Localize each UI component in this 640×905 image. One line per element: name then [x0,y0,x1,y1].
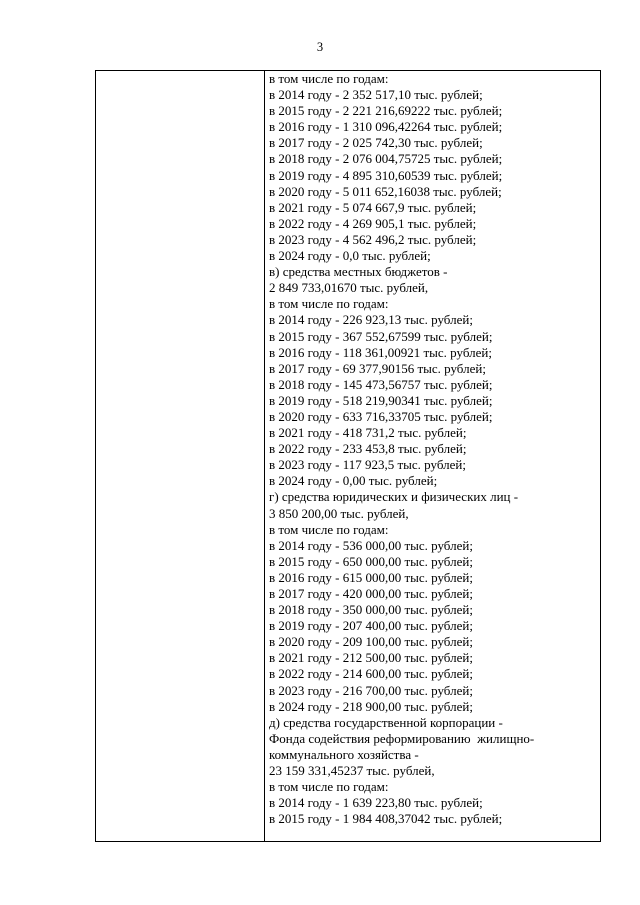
text-line: в 2022 году - 214 600,00 тыс. рублей; [269,666,473,682]
text-line: в 2018 году - 145 473,56757 тыс. рублей; [269,376,493,392]
text-line: в 2023 году - 4 562 496,2 тыс. рублей; [269,231,477,247]
text-line: в 2018 году - 2 076 004,75725 тыс. рублей; [269,151,503,167]
text-line: в 2015 году - 367 552,67599 тыс. рублей; [269,328,493,344]
text-line: в том числе по годам: [269,779,389,795]
table-left-cell [96,71,265,841]
text-line: в 2021 году - 212 500,00 тыс. рублей; [269,650,473,666]
table-right-cell [265,71,600,841]
section-heading-housing-fund: д) средства государственной корпорации - [269,714,503,730]
text-line: в 2016 году - 118 361,00921 тыс. рублей; [269,344,492,360]
text-line: в 2024 году - 0,00 тыс. рублей; [269,473,438,489]
text-line: в 2020 году - 633 716,33705 тыс. рублей; [269,408,493,424]
text-line: в 2022 году - 233 453,8 тыс. рублей; [269,441,467,457]
page-number: 3 [316,40,324,54]
funding-table [95,70,601,842]
text-line: 3 850 200,00 тыс. рублей, [269,505,409,521]
text-line: в 2017 году - 420 000,00 тыс. рублей; [269,586,473,601]
text-line: 23 159 331,45237 тыс. рублей, [269,763,435,779]
text-line: в 2014 году - 1 639 223,80 тыс. рублей; [269,795,483,811]
text-line: в 2024 году - 218 900,00 тыс. рублей; [269,698,473,714]
text-line: в 2019 году - 4 895 310,60539 тыс. рублей; [269,167,503,183]
text-line: в 2022 году - 4 269 905,1 тыс. рублей; [269,215,477,231]
section-heading-local-budgets: в) средства местных бюджетов - [269,264,448,280]
text-line: Фонда содействия реформированию жилищно- [269,730,535,746]
text-line: в 2021 году - 418 731,2 тыс. рублей; [269,425,467,441]
text-line: в 2019 году - 518 219,90341 тыс. рублей; [269,392,493,408]
text-line: в 2015 году - 1 984 408,37042 тыс. рублей; [269,811,503,827]
text-line: в 2016 году - 615 000,00 тыс. рублей; [269,569,473,585]
text-line: в 2016 году - 1 310 096,42264 тыс. рублей; [269,119,503,135]
text-line: в том числе по годам: [269,521,389,537]
text-line: коммунального хозяйства - [269,746,419,762]
text-line: в 2021 году - 5 074 667,9 тыс. рублей; [269,199,477,215]
text-line: в 2017 году - 2 025 742,30 тыс. рублей; [269,135,483,151]
text-line: в 2014 году - 536 000,00 тыс. рублей; [269,537,473,553]
text-line: в 2019 году - 207 400,00 тыс. рублей; [269,618,473,634]
text-line: в 2024 году - 0,0 тыс. рублей; [269,248,431,264]
text-line: в том числе по годам: [269,71,389,86]
text-line: в 2023 году - 117 923,5 тыс. рублей; [269,457,466,473]
text-line: в 2014 году - 2 352 517,10 тыс. рублей; [269,87,483,103]
text-line: в 2015 году - 650 000,00 тыс. рублей; [269,553,473,569]
text-line: в 2015 году - 2 221 216,69222 тыс. рублей; [269,103,503,119]
text-line: в 2017 году - 69 377,90156 тыс. рублей; [269,360,486,376]
text-line: в 2018 году - 350 000,00 тыс. рублей; [269,602,473,618]
text-line: в 2020 году - 5 011 652,16038 тыс. рублей; [269,183,502,199]
text-line: в 2014 году - 226 923,13 тыс. рублей; [269,312,473,328]
text-line: в 2020 году - 209 100,00 тыс. рублей; [269,634,473,650]
text-line: 2 849 733,01670 тыс. рублей, [269,280,429,296]
section-heading-legal-entities: г) средства юридических и физических лиц - [269,489,519,505]
text-line: в 2023 году - 216 700,00 тыс. рублей; [269,682,473,698]
text-line: в том числе по годам: [269,296,389,312]
